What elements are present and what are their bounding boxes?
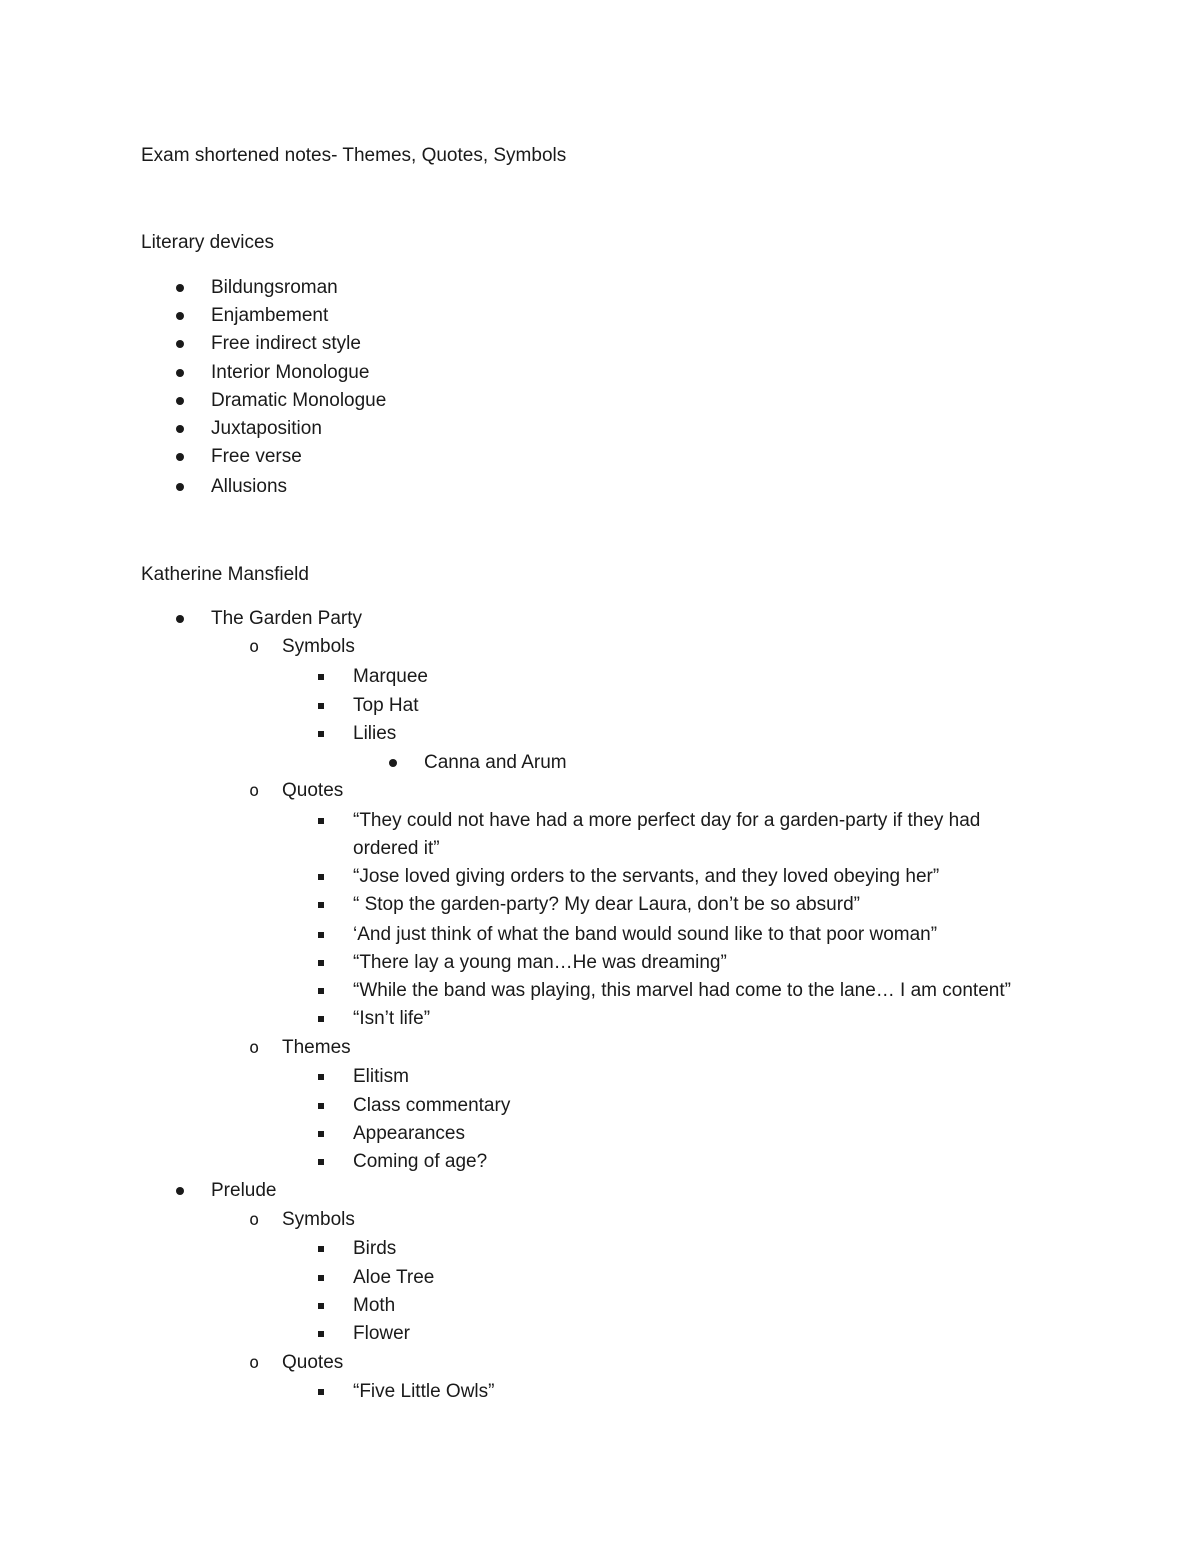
list-item: Juxtaposition <box>211 418 322 439</box>
bullet-square-icon <box>318 932 324 938</box>
bullet-circle-icon: o <box>249 1210 260 1230</box>
list-item: Canna and Arum <box>424 752 567 773</box>
list-item: Marquee <box>353 666 428 687</box>
bullet-circle-icon: o <box>249 1353 260 1373</box>
bullet-square-icon <box>318 1074 324 1080</box>
list-item: Coming of age? <box>353 1151 488 1172</box>
list-item: Bildungsroman <box>211 277 338 298</box>
list-item-quote: “They could not have had a more perfect day for a garden-party if they had <box>353 810 981 831</box>
bullet-disc-icon <box>176 483 184 491</box>
bullet-disc-icon <box>176 1187 184 1195</box>
bullet-disc-icon <box>176 615 184 623</box>
list-item: Allusions <box>211 476 288 497</box>
bullet-circle-icon: o <box>249 1038 260 1058</box>
bullet-square-icon <box>318 1275 324 1281</box>
bullet-square-icon <box>318 1131 324 1137</box>
bullet-square-icon <box>318 1246 324 1252</box>
list-item-quotes: Quotes <box>282 1352 344 1373</box>
list-item: Appearances <box>353 1123 465 1144</box>
list-item: Elitism <box>353 1066 409 1087</box>
list-item: Interior Monologue <box>211 362 370 383</box>
list-item-quote: “There lay a young man…He was dreaming” <box>353 952 727 973</box>
bullet-disc-icon <box>176 312 184 320</box>
list-item-symbols: Symbols <box>282 1209 355 1230</box>
section-heading-literary-devices: Literary devices <box>141 232 275 253</box>
list-item-quote: ‘And just think of what the band would sound like to that poor woman” <box>353 924 938 945</box>
list-item-symbols: Symbols <box>282 636 355 657</box>
bullet-square-icon <box>318 818 324 824</box>
list-item-themes: Themes <box>282 1037 351 1058</box>
bullet-square-icon <box>318 960 324 966</box>
list-item-garden-party: The Garden Party <box>211 608 363 629</box>
list-item-quote: “Isn’t life” <box>353 1008 431 1029</box>
list-item-quote-continued: ordered it” <box>353 838 440 859</box>
bullet-square-icon <box>318 1159 324 1165</box>
list-item: Flower <box>353 1323 411 1344</box>
bullet-circle-icon: o <box>249 781 260 801</box>
bullet-disc-icon <box>176 397 184 405</box>
bullet-square-icon <box>318 703 324 709</box>
bullet-square-icon <box>318 1331 324 1337</box>
bullet-square-icon <box>318 1016 324 1022</box>
list-item-quotes: Quotes <box>282 780 344 801</box>
bullet-disc-icon <box>389 759 397 767</box>
bullet-disc-icon <box>176 453 184 461</box>
list-item-quote: “While the band was playing, this marvel had come to the lane… I am content” <box>353 980 1011 1001</box>
list-item: Enjambement <box>211 305 329 326</box>
section-heading-author: Katherine Mansfield <box>141 564 309 585</box>
bullet-square-icon <box>318 988 324 994</box>
list-item: Top Hat <box>353 695 419 716</box>
bullet-disc-icon <box>176 284 184 292</box>
bullet-disc-icon <box>176 425 184 433</box>
list-item-quote: “Five Little Owls” <box>353 1381 495 1402</box>
list-item-quote: “Jose loved giving orders to the servants, and they loved obeying her” <box>353 866 940 887</box>
bullet-square-icon <box>318 1103 324 1109</box>
bullet-disc-icon <box>176 369 184 377</box>
bullet-square-icon <box>318 1389 324 1395</box>
bullet-square-icon <box>318 1303 324 1309</box>
list-item-prelude: Prelude <box>211 1180 277 1201</box>
list-item: Moth <box>353 1295 396 1316</box>
list-item: Free indirect style <box>211 333 361 354</box>
bullet-circle-icon: o <box>249 637 260 657</box>
list-item: Birds <box>353 1238 397 1259</box>
page-title: Exam shortened notes- Themes, Quotes, Symbols <box>141 145 567 166</box>
list-item: Lilies <box>353 723 397 744</box>
bullet-square-icon <box>318 674 324 680</box>
bullet-square-icon <box>318 902 324 908</box>
list-item-quote: “ Stop the garden-party? My dear Laura, don’t be so absurd” <box>353 894 860 915</box>
list-item: Class commentary <box>353 1095 511 1116</box>
list-item: Free verse <box>211 446 302 467</box>
list-item: Dramatic Monologue <box>211 390 387 411</box>
bullet-square-icon <box>318 874 324 880</box>
bullet-square-icon <box>318 731 324 737</box>
bullet-disc-icon <box>176 340 184 348</box>
list-item: Aloe Tree <box>353 1267 435 1288</box>
